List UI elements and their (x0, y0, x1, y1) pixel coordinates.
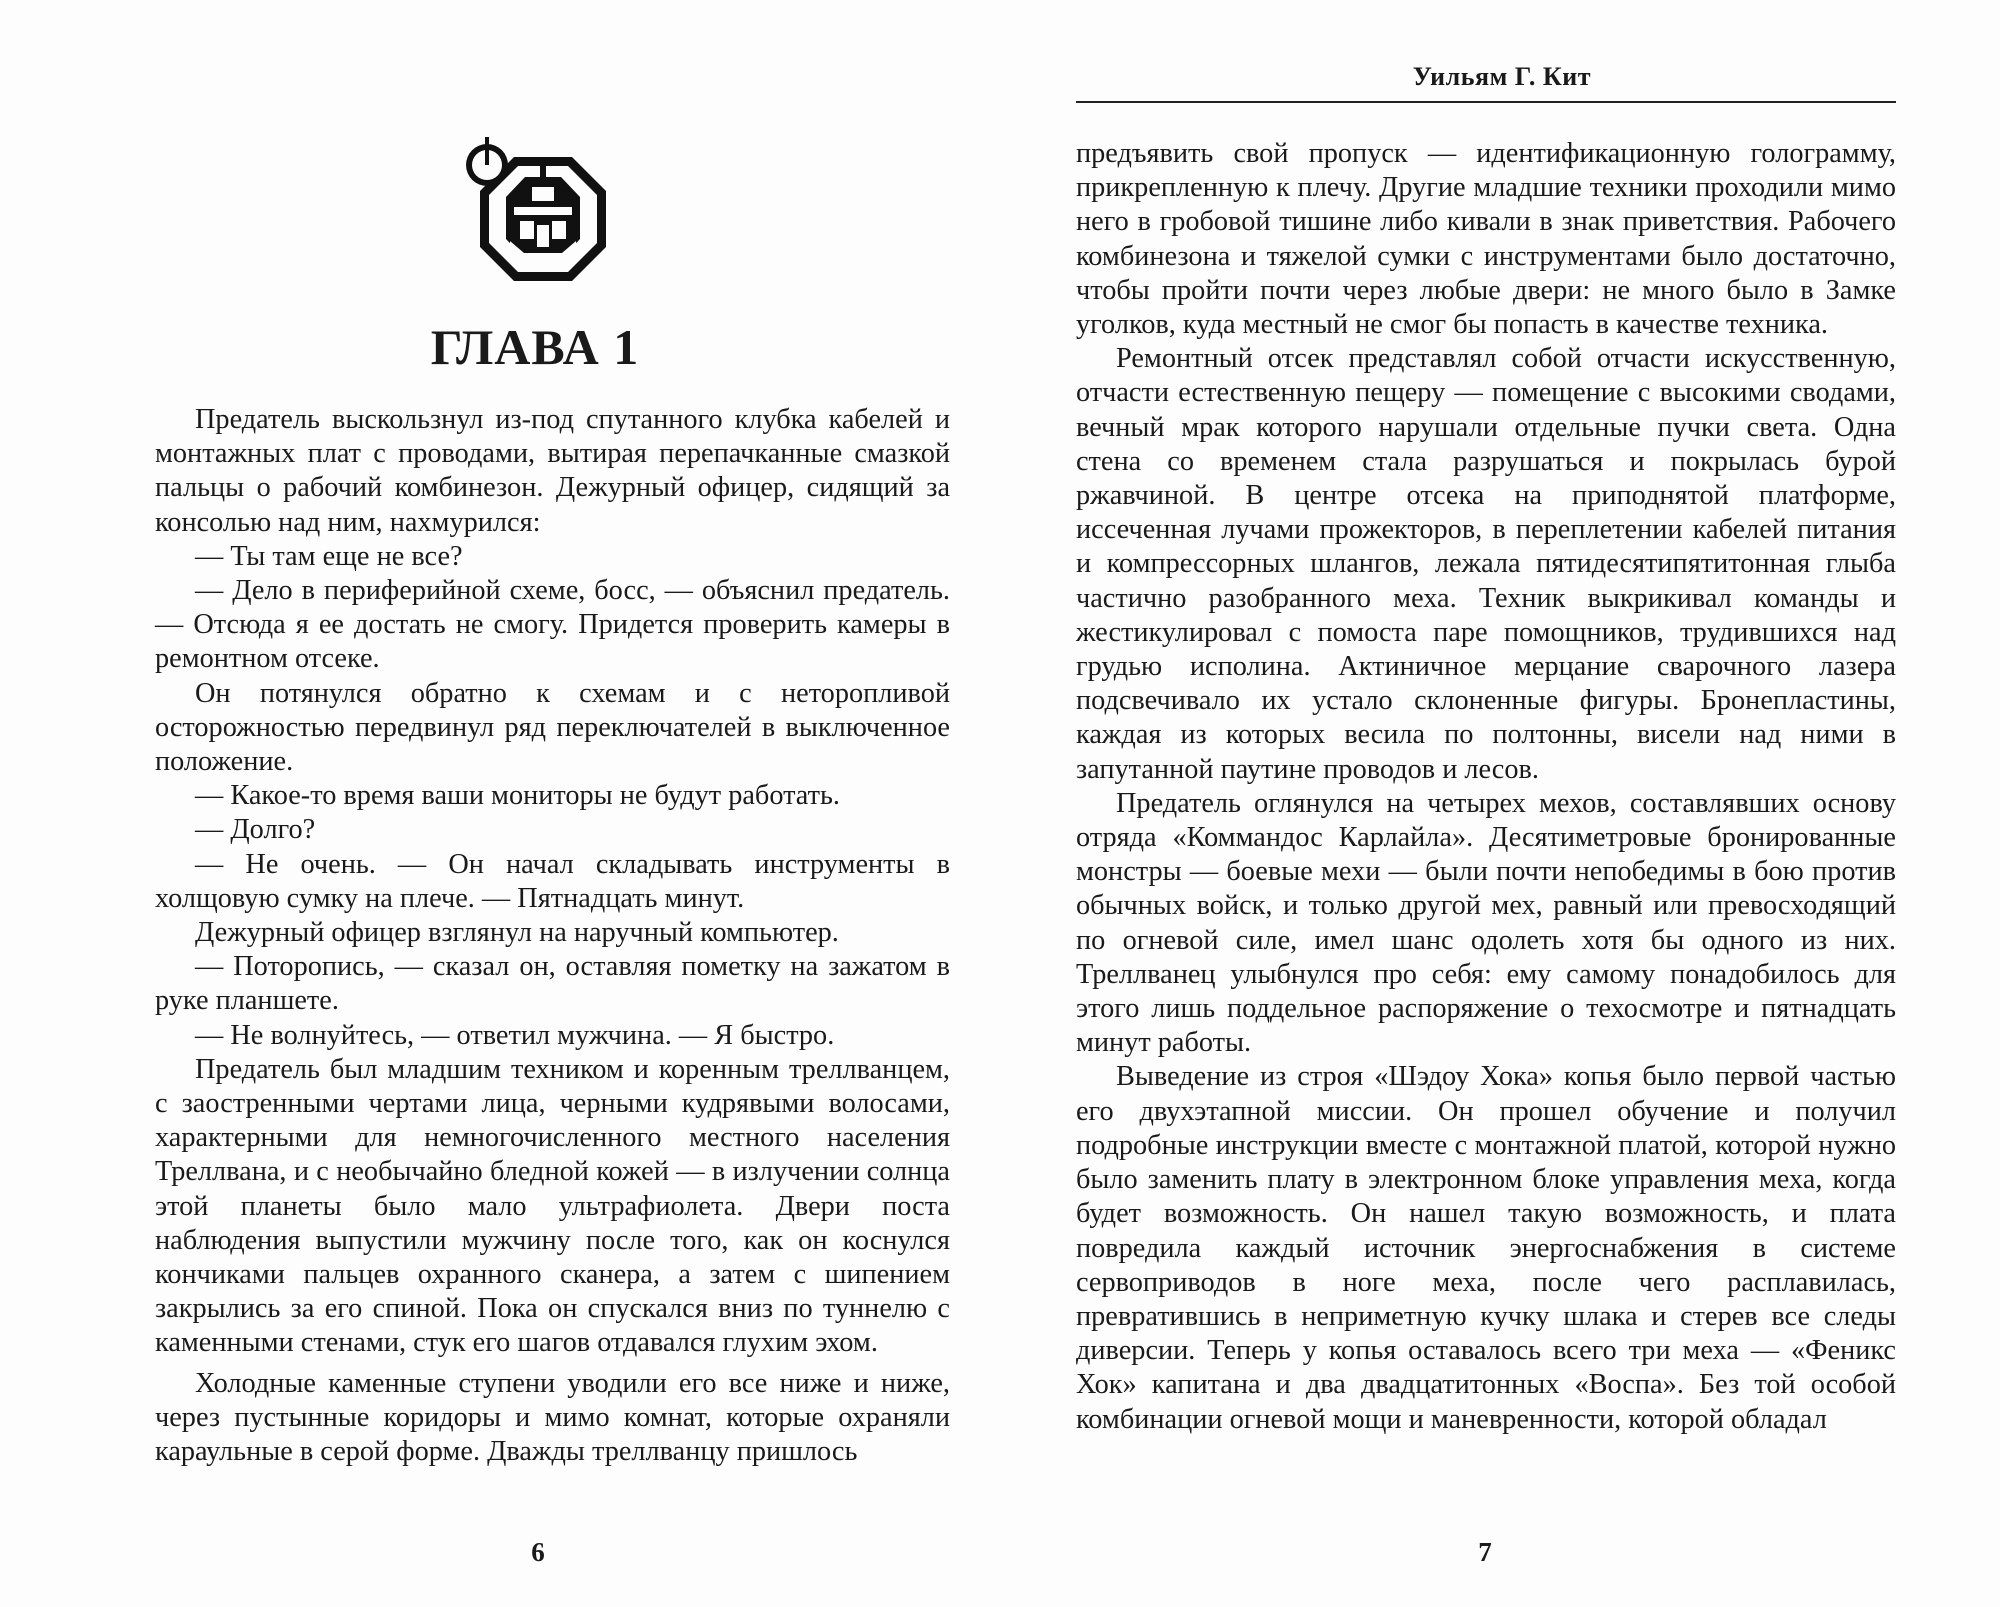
paragraph: Он потянулся обратно к схемам и с неторопливой осторожностью передвинул ряд переключателей в выключенное положение. (155, 677, 950, 778)
chapter-title: ГЛАВА 1 (430, 319, 640, 375)
paragraph: — Дело в периферийной схеме, босс, — объяснил предатель. — Отсюда я ее достать не смогу. Придется проверить камеры в ремонтном отсеке. (155, 575, 950, 675)
paragraph: — Поторопись, — сказал он, оставляя пометку на зажатом в руке планшете. (155, 951, 950, 1017)
page-number: 7 (1478, 1537, 1492, 1567)
paragraph: — Долго? (195, 814, 316, 846)
right-page-body (1076, 137, 1896, 1437)
chapter-emblem-icon (462, 135, 612, 295)
paragraph: Холодные каменные ступени уводили его все ниже и ниже, через пустынные коридоры и мимо комнат, которые охраняли караульные в серой форме. Дважды треллванцу пришлось (155, 1367, 950, 1468)
paragraph: Дежурный офицер взглянул на наручный компьютер. (195, 917, 839, 949)
paragraph: — Не волнуйтесь, — ответил мужчина. — Я быстро. (195, 1019, 835, 1051)
paragraph: предъявить свой пропуск — идентификационную голограмму, прикрепленную к плечу. Другие младшие техники проходили мимо него в гробовой тишине либо кивали в знак приветствия. Рабочего комбинезона и тяжелой сумки с инструментами было достаточно, чтобы пройти почти через любые двери: не много было в Замке уголков, куда местный не смог бы попасть в качестве техника. (1076, 138, 1896, 341)
paragraph: Ремонтный отсек представлял собой отчасти искусственную, отчасти естественную пещеру — помещение с высокими сводами, вечный мрак которого нарушали отдельные пучки света. Одна стена со временем стала разрушаться и покрылась бурой ржавчиной. В центре отсека на приподнятой платформе, иссеченная лучами прожекторов, в переплетении кабелей питания и компрессорных шлангов, лежала пятидесятипятитонная глыба частично разобранного меха. Техник выкрикивал команды и жестикулировал с помоста паре помощников, трудившихся над грудью исполина. Актиничное мерцание сварочного лазера подсвечивало их устало склоненные фигуры. Бронепластины, каждая из которых весила по полтонны, висели над ними в запутанной паутине проводов и лесов. (1076, 343, 1896, 785)
paragraph: Предатель был младшим техником и коренным треллванцем, с заостренными чертами лица, черными кудрявыми волосами, характерными для немногочисленного местного населения Треллвана, и с необычайно бледной кожей — в излучении солнца этой планеты было мало ультрафиолета. Двери поста наблюдения выпустили мужчину после того, как он коснулся кончиками пальцев охранного сканера, а затем с шипением закрылись за его спиной. Пока он спускался вниз по туннелю с каменными стенами, стук его шагов отдавался глухим эхом. (155, 1053, 950, 1359)
paragraph: Предатель выскользнул из-под спутанного клубка кабелей и монтажных плат с проводами, вытирая перепачканные смазкой пальцы о рабочий комбинезон. Дежурный офицер, сидящий за консолью над ним, нахмурился: (155, 404, 950, 538)
right-page (1000, 0, 2000, 1607)
paragraph: Предатель оглянулся на четырех мехов, составлявших основу отряда «Коммандос Карлайла». Десятиметровые бронированные монстры — боевые мехи — были почти непобедимы в бою против обычных войск, и только другой мех, равный или превосходящий по огневой силе, имел шанс одолеть хотя бы одного из них. Треллванец улыбнулся про себя: ему самому понадобилось для этого лишь поддельное распоряжение о техосмотре и пятнадцать минут работы. (1076, 787, 1896, 1059)
page-number: 6 (531, 1537, 545, 1567)
paragraph: — Какое-то время ваши мониторы не будут работать. (195, 780, 840, 812)
running-head-author: Уильям Г. Кит (1412, 62, 1591, 91)
paragraph: Выведение из строя «Шэдоу Хока» копья было первой частью его двухэтапной миссии. Он прошел обучение и получил подробные инструкции вместе с монтажной платой, которой нужно было заменить плату в электронном блоке управления меха, когда будет возможность. Он нашел такую возможность, и плата повредила каждый источник энергоснабжения в системе сервоприводов в ноге меха, после чего расплавилась, превратившись в неприметную кучку шлака и стерев все следы диверсии. Теперь у копья оставалось всего три меха — «Феникс Хок» капитана и два двадцатитонных «Воспа». Без той особой комбинации огневой мощи и маневренности, которой обладал (1076, 1061, 1896, 1435)
header-rule (1076, 101, 1896, 103)
left-page-body (155, 403, 950, 1469)
paragraph: — Не очень. — Он начал складывать инструменты в холщовую сумку на плече. — Пятнадцать минут. (155, 848, 950, 914)
paragraph: — Ты там еще не все? (195, 540, 463, 572)
